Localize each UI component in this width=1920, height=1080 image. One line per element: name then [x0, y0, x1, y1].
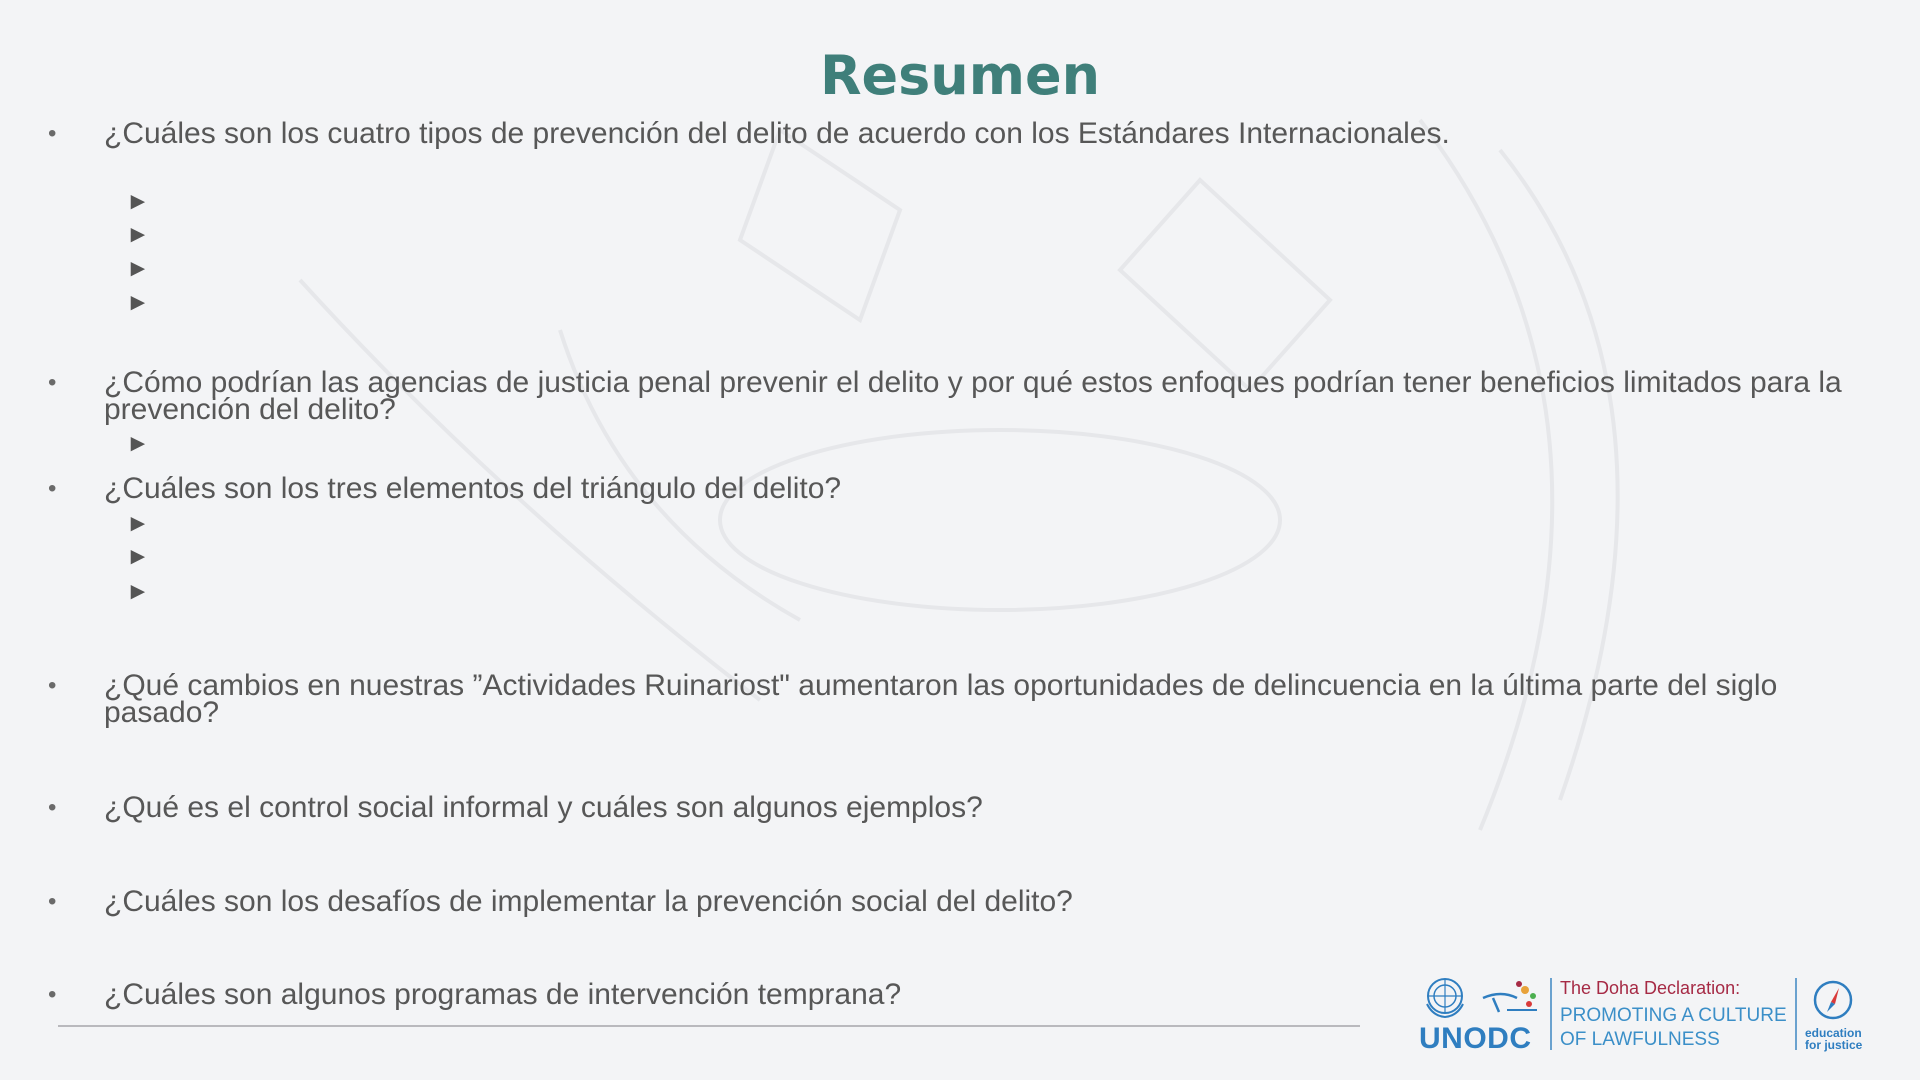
unodc-logo-text: UNODC [1419, 1022, 1532, 1055]
bullet-icon: • [48, 475, 57, 502]
bullet-icon: • [48, 672, 57, 699]
un-emblem-icon [1421, 976, 1469, 1020]
bullet-icon: • [48, 794, 57, 821]
bullet-icon: • [48, 981, 57, 1008]
arrow-icon: ► [126, 578, 150, 605]
arrow-icon: ► [126, 510, 150, 537]
arrow-icon: ► [126, 289, 150, 316]
slide-title: Resumen [819, 44, 1101, 107]
question-text: ¿Cuáles son los cuatro tipos de prevención del delito de acuerdo con los Estándares Internacionales. [104, 117, 1450, 150]
arrow-icon: ► [126, 430, 150, 457]
e4j-line-2: for justice [1805, 1038, 1863, 1052]
arrow-icon: ► [126, 221, 150, 248]
compass-icon [1811, 978, 1855, 1024]
footer-logos [1415, 974, 1865, 1054]
question-text: ¿Cuáles son los desafíos de implementar la prevención social del delito? [104, 885, 1073, 918]
arrow-icon: ► [126, 255, 150, 282]
question-text: ¿Cómo podrían las agencias de justicia penal prevenir el delito y por qué estos enfoques podrían tener beneficios limitados para la prevención del delito? [104, 366, 1842, 426]
logo-separator [1550, 978, 1552, 1050]
e4j-line-1: education [1805, 1026, 1862, 1040]
bullet-icon: • [48, 888, 57, 915]
arrow-icon: ► [126, 188, 150, 215]
question-text: ¿Cuáles son los tres elementos del triángulo del delito? [104, 472, 842, 505]
bullet-icon: • [48, 369, 57, 396]
question-text: ¿Qué es el control social informal y cuáles son algunos ejemplos? [104, 791, 983, 824]
question-text: ¿Cuáles son algunos programas de intervención temprana? [104, 978, 902, 1011]
doha-line-2: OF LAWFULNESS [1560, 1029, 1720, 1050]
doha-line-1: PROMOTING A CULTURE [1560, 1005, 1787, 1026]
footer-divider [58, 1025, 1360, 1027]
doha-emblem-icon [1477, 976, 1543, 1020]
logo-separator [1795, 978, 1797, 1050]
question-text: ¿Qué cambios en nuestras ”Actividades Ruinariost" aumentaron las oportunidades de delincuencia en la última parte del siglo pasado? [104, 669, 1778, 729]
bullet-icon: • [48, 120, 57, 147]
doha-title: The Doha Declaration: [1560, 978, 1741, 998]
arrow-icon: ► [126, 543, 150, 570]
